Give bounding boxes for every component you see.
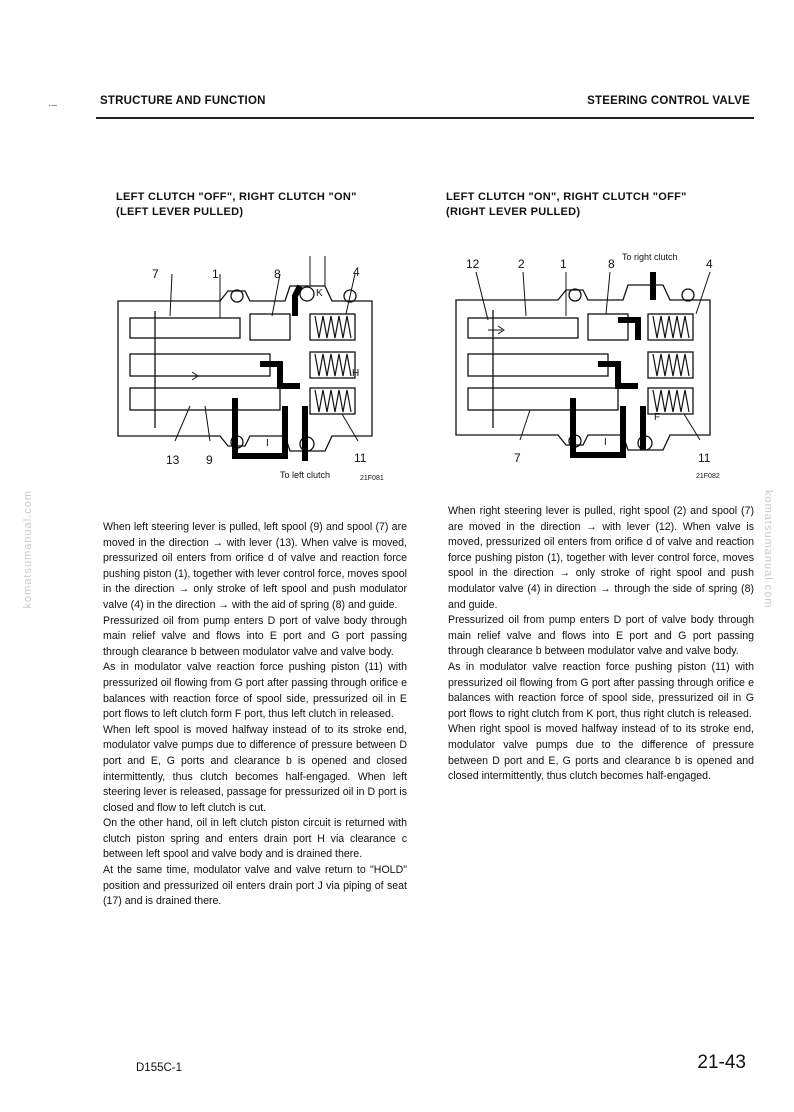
left-diagram-figure-id: 21F081 [360, 475, 384, 482]
right-diagram-port-i: I [604, 437, 607, 448]
left-diagram-port-i: I [266, 438, 269, 449]
left-diagram-label-4: 4 [353, 265, 360, 279]
header-chapter-title: STEERING CONTROL VALVE [587, 95, 750, 107]
header-section-title: STRUCTURE AND FUNCTION [100, 95, 266, 107]
left-paragraph: At the same time, modulator valve and valve return to "HOLD" position and pressurized oil enters drain port J via piping of seat (17) and is drained there. [103, 864, 407, 908]
right-diagram-figure-id: 21F082 [696, 473, 720, 480]
watermark-right: komatsumanual.com [762, 490, 774, 609]
left-paragraph: On the other hand, oil in left clutch piston circuit is returned with clutch piston spring and enters drain port H via clearance c between left spool and valve body and is drained there. [103, 817, 407, 861]
watermark-left: komatsumanual.com [22, 490, 34, 609]
left-diagram-label-11: 11 [354, 451, 367, 465]
left-paragraph: When left spool is moved halfway instead of to its stroke end, modulator valve pumps due to difference of pressure between D port and E, G ports and clearance b is opened and closed intermittently, thus clutch becomes half-engaged. When left steering lever is released, passage for pressurized oil in D port is closed and flow to left clutch is cut. [103, 723, 407, 814]
page-number: 21-43 [697, 1052, 746, 1073]
left-valve-diagram [110, 256, 410, 488]
left-diagram-port-k: K [316, 288, 323, 299]
left-diagram-label-8: 8 [274, 267, 281, 281]
left-diagram-caption: To left clutch [280, 470, 331, 480]
left-body-text [103, 520, 407, 910]
left-paragraph: Pressurized oil from pump enters D port of valve body through main relief valve and flows into E port and G port passing through clearance b between modulator valve and valve body. [103, 614, 407, 658]
right-paragraph: Pressurized oil from pump enters D port of valve body through main relief valve and flows into E port and G port passing through clearance b between modulator valve and valve body. [448, 614, 754, 658]
right-section-title [446, 190, 687, 220]
right-diagram-port-f: F [654, 412, 661, 423]
left-diagram-label-13: 13 [166, 453, 180, 467]
left-diagram-label-1: 1 [212, 267, 219, 281]
right-valve-diagram [448, 250, 748, 482]
right-diagram-label-12: 12 [466, 257, 480, 271]
right-diagram-label-2: 2 [518, 257, 525, 271]
right-diagram-label-1: 1 [560, 257, 567, 271]
right-paragraph: When right spool is moved halfway instead of to its stroke end, modulator valve pumps due to the difference of pressure between D port and E, G ports and clearance b is opened and closed intermittently, thus clutch becomes half-engaged. [448, 723, 754, 783]
right-diagram-label-11: 11 [698, 451, 711, 465]
left-diagram-label-7: 7 [152, 267, 159, 281]
left-section-title-line2: (LEFT LEVER PULLED) [116, 206, 244, 218]
right-body-text [448, 504, 754, 785]
footer-model: D155C-1 [136, 1062, 183, 1074]
right-section-title-line1: LEFT CLUTCH "ON", RIGHT CLUTCH "OFF" [446, 191, 687, 203]
right-paragraph: When right steering lever is pulled, right spool (2) and spool (7) are moved in the direction → with lever (12). When valve is moved, pressurized oil enters from orifice d of valve and reaction force pushing piston (1), together with lever control force, moves spool in the direction → only stroke of right spool and push modulator valve (4) in direction → through the side of spring (8) and guide. [448, 505, 754, 611]
left-paragraph: As in modulator valve reaction force pushing piston (11) with pressurized oil flowing from G port after passing through orifice e balances with reaction force of spool side, pressurized oil in E port flows to left clutch form F port, thus left clutch in released. [103, 661, 407, 721]
left-section-title-line1: LEFT CLUTCH "OFF", RIGHT CLUTCH "ON" [116, 191, 357, 203]
right-paragraph: As in modulator valve reaction force pushing piston (11) with pressurized oil flowing from G port after passing through orifice e balances with reaction force of spool side, pressurized oil in G port flows to right clutch from K port, thus right clutch is released. [448, 660, 754, 720]
left-diagram-label-9: 9 [206, 453, 213, 467]
right-section-title-line2: (RIGHT LEVER PULLED) [446, 206, 581, 218]
left-diagram-port-h: H [352, 368, 360, 379]
right-diagram-label-8: 8 [608, 257, 615, 271]
left-section-title [116, 190, 357, 220]
left-paragraph: When left steering lever is pulled, left spool (9) and spool (7) are moved in the direction → with lever (13). When valve is moved, pressurized oil enters from orifice d of valve and reaction force pushing piston (1), together with lever control force, moves spool in the direction → only stroke of left spool and push modulator valve (4) in the direction → with the aid of spring (8) and guide. [103, 521, 407, 611]
header-rule [96, 117, 754, 119]
scan-mark: ·– [48, 100, 57, 111]
right-diagram-label-4: 4 [706, 257, 713, 271]
right-diagram-caption: To right clutch [622, 252, 678, 262]
right-diagram-label-7: 7 [514, 451, 521, 465]
